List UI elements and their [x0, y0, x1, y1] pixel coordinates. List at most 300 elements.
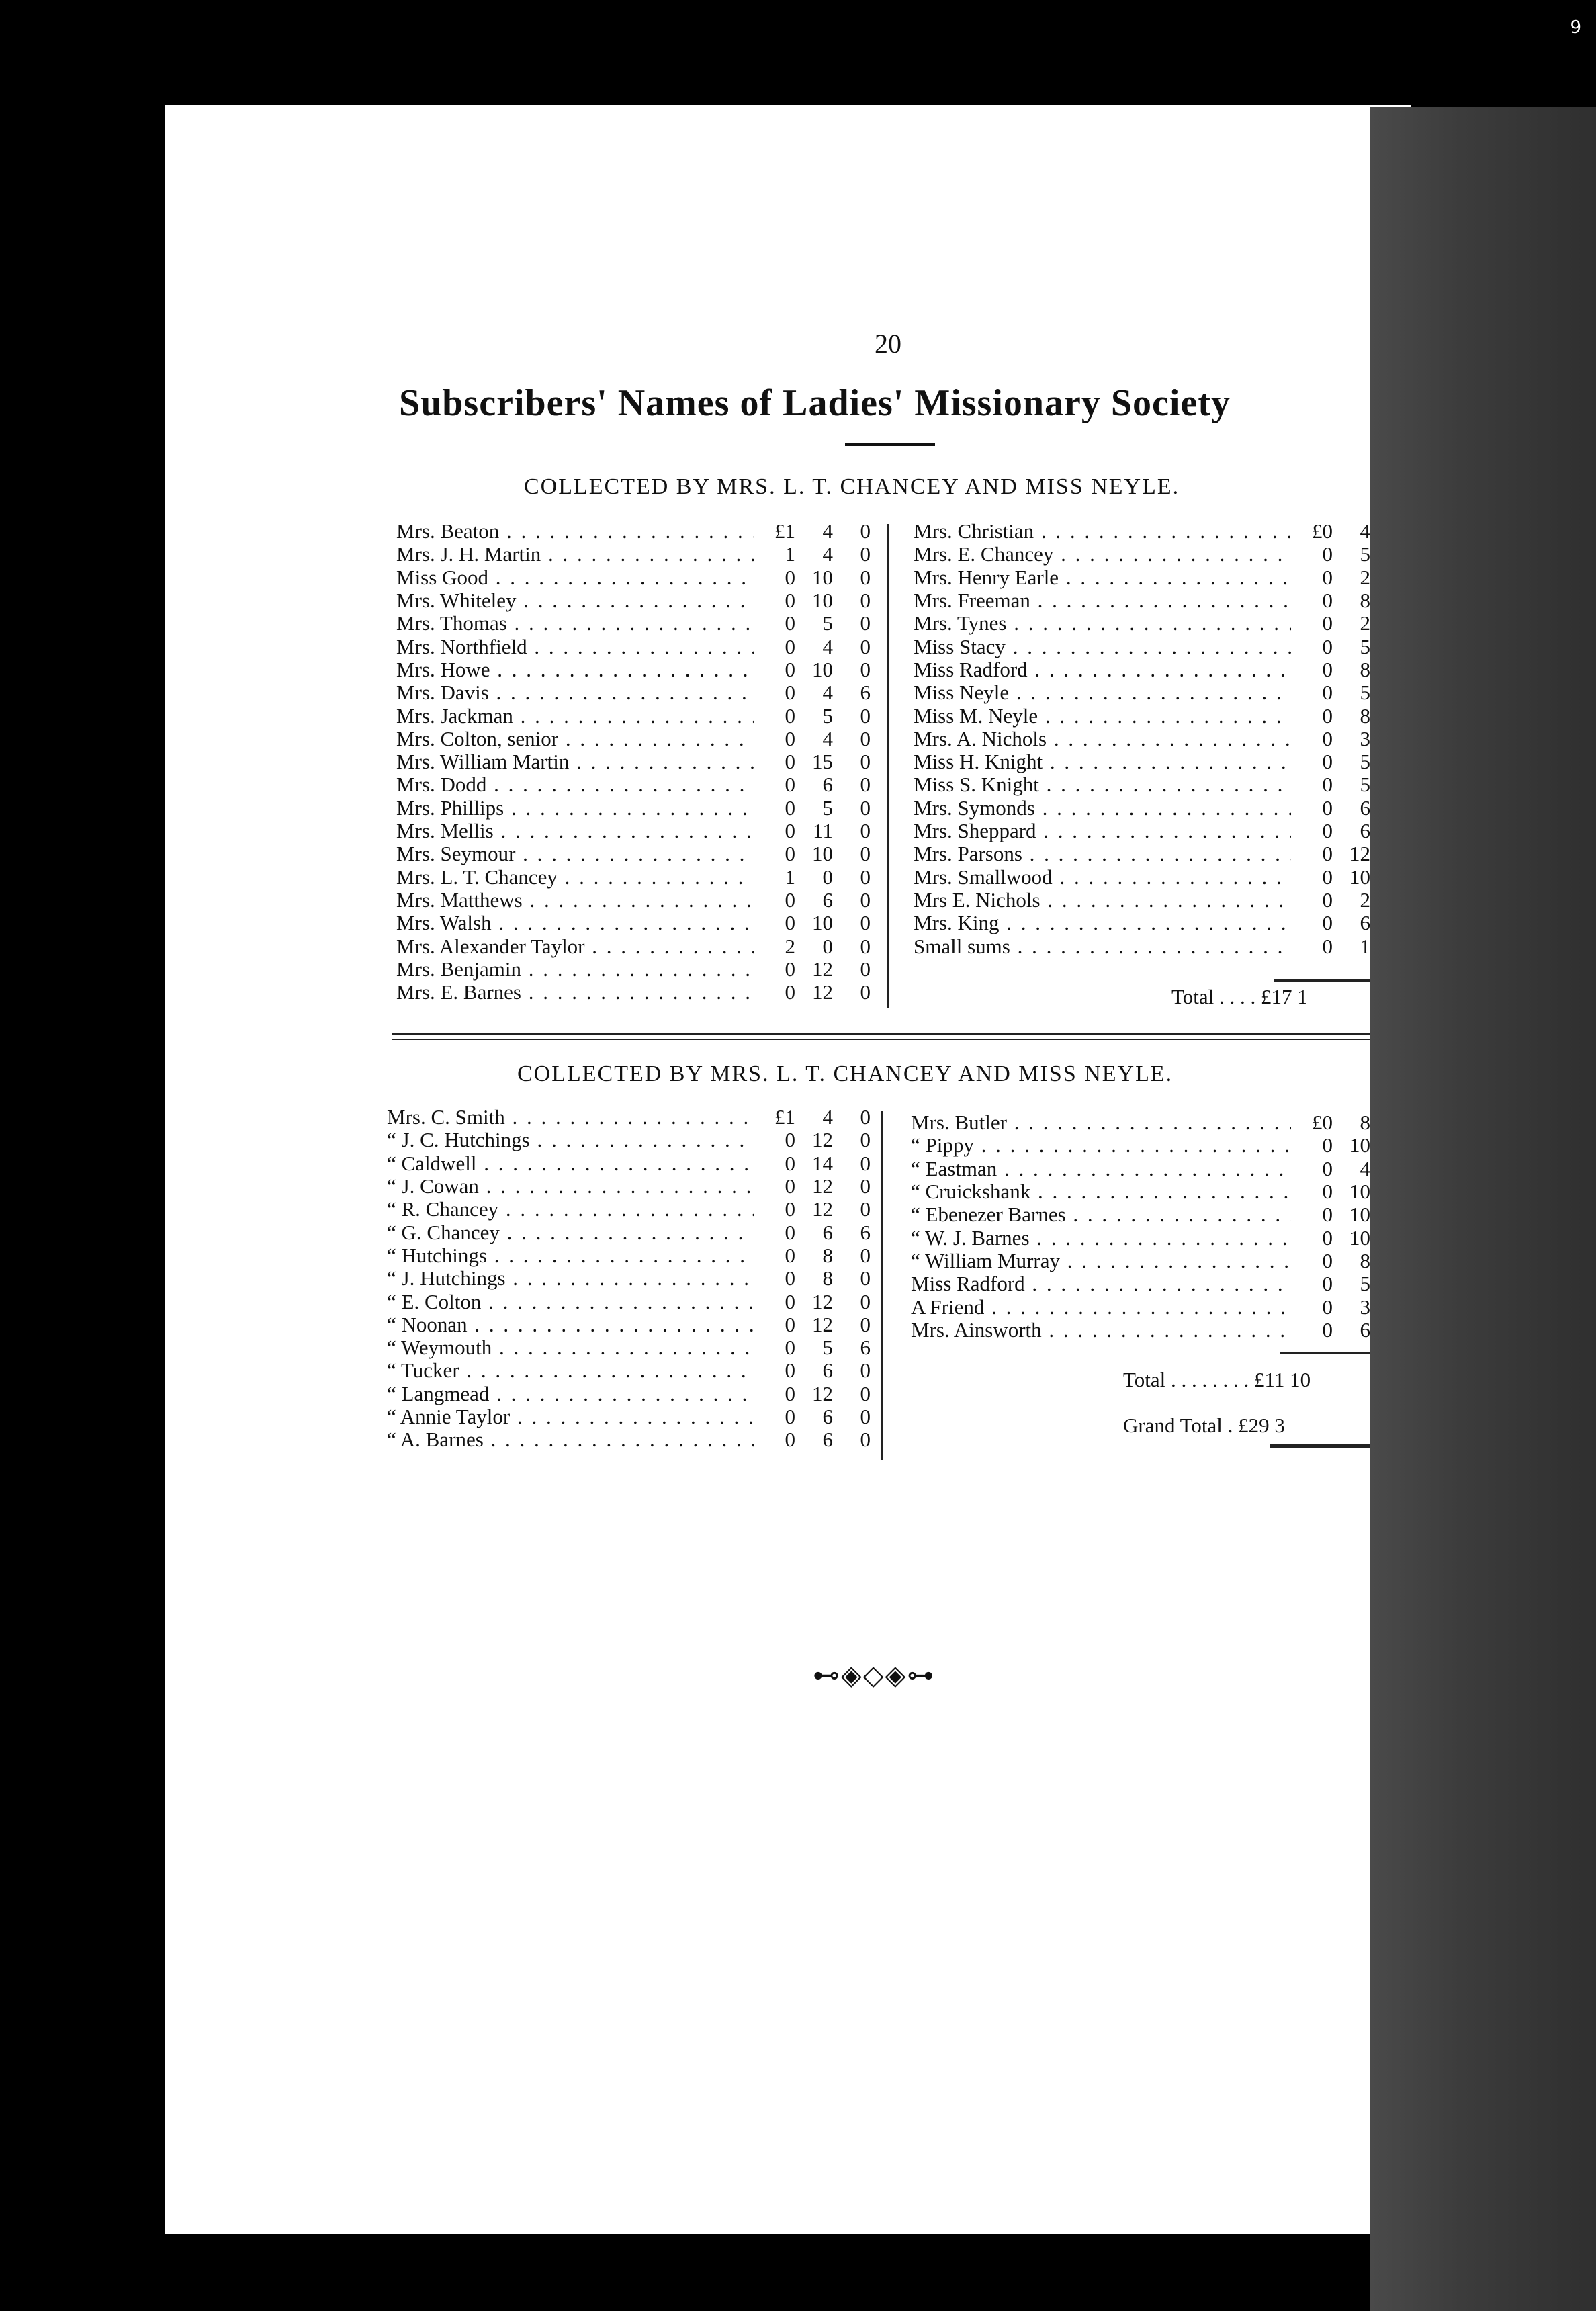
section1-left-list: [396, 520, 871, 1004]
pence-value: 0: [860, 934, 871, 958]
shillings-value: 8: [1360, 703, 1370, 728]
pounds-value: 0: [1322, 1295, 1333, 1319]
subscription-amount: [754, 888, 871, 912]
pence-value: 0: [860, 726, 871, 750]
subscriber-name: Mrs. Freeman . . .: [914, 588, 1291, 613]
pounds-value: 0: [1322, 865, 1333, 889]
subscriber-name: Mrs. Howe . . .: [396, 658, 754, 682]
subscription-amount: [1291, 1249, 1370, 1273]
subscriber-name: Mrs. Tynes . . .: [914, 611, 1291, 636]
list-item: [387, 1106, 871, 1129]
subscription-amount: [754, 519, 871, 543]
pounds-value: 0: [1322, 773, 1333, 797]
pence-value: 0: [860, 773, 871, 797]
shillings-value: 12: [812, 1128, 833, 1152]
list-item: [396, 704, 871, 727]
subscription-amount: [754, 957, 871, 982]
list-item: [396, 865, 871, 888]
shillings-value: 4: [822, 542, 833, 566]
shillings-value: 12: [812, 957, 833, 981]
pence-value: 0: [860, 1266, 871, 1291]
shillings-value: 5: [1360, 1272, 1370, 1296]
subscription-amount: [1291, 588, 1370, 613]
section2-left-list: [387, 1106, 871, 1451]
shillings-value: 5: [822, 611, 833, 636]
list-item: [396, 543, 871, 566]
subscriber-name: Mrs. Alexander Taylor . . .: [396, 934, 754, 959]
subscription-amount: [754, 1336, 871, 1360]
list-item: [396, 635, 871, 658]
total-rule: [1274, 979, 1370, 982]
list-item: [914, 543, 1370, 566]
list-item: [396, 681, 871, 704]
list-item: [911, 1226, 1370, 1249]
pence-value: 0: [860, 1289, 871, 1313]
subscription-amount: [1291, 1110, 1370, 1135]
pounds-value: 0: [785, 1336, 795, 1360]
subscriber-name: Mrs. Colton, senior . . .: [396, 727, 754, 751]
subscriber-name: Mrs. Ainsworth . . .: [911, 1318, 1291, 1342]
subscription-amount: [1291, 911, 1370, 935]
subscriber-name: Mrs. King . . .: [914, 911, 1291, 935]
pence-value: 0: [860, 1428, 871, 1452]
subscription-amount: [1291, 842, 1370, 866]
list-item: [911, 1134, 1370, 1157]
list-item: [387, 1428, 871, 1451]
list-item: [914, 566, 1370, 589]
pence-value: 0: [860, 588, 871, 613]
shillings-value: 6: [1360, 1317, 1370, 1342]
corner-mark: 9: [1570, 17, 1581, 38]
shillings-value: 10: [812, 588, 833, 613]
list-item: [914, 704, 1370, 727]
subscriber-name: “ William Murray . . .: [911, 1249, 1291, 1273]
subscriber-name: Miss S. Knight . . .: [914, 773, 1291, 797]
subscriber-name: Mrs. Butler . . .: [911, 1110, 1291, 1135]
subscriber-name: Mrs. Phillips . . .: [396, 796, 754, 820]
pounds-value: £1: [774, 519, 795, 543]
subscription-amount: [1291, 1226, 1370, 1250]
subscription-amount: [1291, 635, 1370, 659]
subscription-amount: [1291, 773, 1370, 797]
shillings-value: 6: [822, 773, 833, 797]
subscription-amount: [1291, 681, 1370, 705]
subscription-amount: [754, 773, 871, 797]
pounds-value: 0: [785, 1197, 795, 1221]
subscriber-name: Mrs. William Martin . . .: [396, 750, 754, 774]
shillings-value: 15: [812, 750, 833, 774]
pounds-value: 0: [785, 842, 795, 866]
list-item: [387, 1175, 871, 1198]
shillings-value: 10: [1349, 1225, 1370, 1250]
subscriber-name: Mrs. C. Smith . . .: [387, 1105, 754, 1129]
subscriber-name: Mrs. E. Chancey . . .: [914, 542, 1291, 566]
shillings-value: 0: [822, 865, 833, 889]
list-item: [396, 612, 871, 635]
pounds-value: 0: [785, 1151, 795, 1175]
pence-value: 0: [860, 657, 871, 681]
shillings-value: 12: [812, 1174, 833, 1198]
page-number: 20: [875, 329, 901, 359]
pounds-value: 0: [785, 634, 795, 658]
pounds-value: 0: [1322, 542, 1333, 566]
pence-value: 6: [860, 1220, 871, 1244]
pence-value: 0: [860, 519, 871, 543]
pounds-value: 0: [785, 1266, 795, 1291]
subscriber-name: Mrs. Christian . . .: [914, 519, 1291, 543]
shillings-value: 6: [1360, 819, 1370, 843]
pounds-value: 0: [785, 773, 795, 797]
subscriber-name: Mrs. Davis . . .: [396, 681, 754, 705]
shillings-value: 4: [822, 634, 833, 658]
pence-value: 0: [860, 565, 871, 589]
pence-value: 0: [860, 1128, 871, 1152]
list-item: [396, 658, 871, 681]
pounds-value: 0: [1322, 1272, 1333, 1296]
pounds-value: 0: [1322, 1203, 1333, 1227]
list-item: [387, 1152, 871, 1175]
list-item: [387, 1313, 871, 1336]
shillings-value: 5: [822, 1336, 833, 1360]
subscription-amount: [754, 704, 871, 728]
page-title: Subscribers' Names of Ladies' Missionary Society: [399, 382, 1231, 424]
section2-total-value: £11 10: [1254, 1368, 1311, 1391]
list-item: [914, 728, 1370, 750]
pounds-value: 0: [1322, 1180, 1333, 1204]
list-item: [387, 1290, 871, 1313]
subscriber-name: Mrs. Sheppard . . .: [914, 819, 1291, 843]
list-item: [396, 934, 871, 957]
subscription-amount: [754, 934, 871, 959]
pounds-value: 0: [785, 1128, 795, 1152]
subscriber-name: “ W. J. Barnes . . .: [911, 1226, 1291, 1250]
subscriber-name: “ G. Chancey . . .: [387, 1221, 754, 1245]
subscription-amount: [1291, 934, 1370, 959]
pounds-value: 0: [1322, 588, 1333, 613]
shillings-value: 10: [812, 842, 833, 866]
subscription-amount: [754, 1174, 871, 1198]
shillings-value: 14: [812, 1151, 833, 1175]
pence-value: 0: [860, 1197, 871, 1221]
shillings-value: 4: [1360, 519, 1370, 543]
list-item: [396, 889, 871, 912]
shillings-value: 8: [1360, 588, 1370, 613]
subscription-amount: [754, 1382, 871, 1406]
shillings-value: 10: [1349, 865, 1370, 889]
shillings-value: 5: [1360, 773, 1370, 797]
shillings-value: 4: [822, 519, 833, 543]
shillings-value: 12: [812, 1312, 833, 1336]
list-item: [914, 589, 1370, 612]
subscriber-name: Mrs. Northfield . . .: [396, 635, 754, 659]
pence-value: 0: [860, 980, 871, 1004]
shillings-value: 6: [1360, 911, 1370, 935]
subscription-amount: [1291, 796, 1370, 820]
shillings-value: 8: [1360, 1110, 1370, 1135]
column-divider: [887, 524, 889, 1008]
pence-value: 0: [860, 611, 871, 636]
list-item: [387, 1405, 871, 1428]
subscriber-name: “ Annie Taylor . . .: [387, 1405, 754, 1429]
pounds-value: 0: [785, 1220, 795, 1244]
shillings-value: 0: [822, 934, 833, 958]
pounds-value: 0: [1322, 934, 1333, 958]
list-item: [396, 912, 871, 934]
pounds-value: 0: [785, 1405, 795, 1429]
list-item: [396, 728, 871, 750]
shillings-value: 2: [1360, 565, 1370, 589]
subscription-amount: [754, 1266, 871, 1291]
subscription-amount: [1291, 1133, 1370, 1158]
pounds-value: 0: [1322, 681, 1333, 705]
pounds-value: 0: [1322, 819, 1333, 843]
pounds-value: 0: [1322, 611, 1333, 636]
pence-value: 0: [860, 911, 871, 935]
list-item: [396, 520, 871, 543]
subscription-amount: [1291, 1203, 1370, 1227]
pounds-value: 0: [785, 1243, 795, 1267]
shillings-value: 6: [822, 887, 833, 912]
pounds-value: 0: [785, 795, 795, 820]
subscription-amount: [754, 1358, 871, 1383]
pounds-value: 0: [1322, 1133, 1333, 1158]
list-item: [914, 520, 1370, 543]
subscriber-name: Mrs. Walsh . . .: [396, 911, 754, 935]
subscriber-name: Mrs. Jackman . . .: [396, 704, 754, 728]
pounds-value: 0: [785, 1174, 795, 1198]
subscriber-name: “ Pippy . . .: [911, 1133, 1291, 1158]
list-item: [396, 958, 871, 981]
list-item: [387, 1221, 871, 1244]
subscription-amount: [754, 1290, 871, 1314]
pounds-value: 0: [785, 681, 795, 705]
subscriber-name: Mrs. Mellis . . .: [396, 819, 754, 843]
list-item: [911, 1295, 1370, 1318]
shillings-value: 6: [822, 1405, 833, 1429]
pounds-value: 0: [785, 611, 795, 636]
subscription-amount: [1291, 865, 1370, 889]
list-item: [914, 889, 1370, 912]
subscriber-name: Mrs. Henry Earle . . .: [914, 566, 1291, 590]
list-item: [396, 589, 871, 612]
shillings-value: 5: [822, 795, 833, 820]
total-rule-2: [1280, 1352, 1370, 1354]
subscriber-name: Miss M. Neyle . . .: [914, 704, 1291, 728]
subscriber-name: “ Eastman . . .: [911, 1157, 1291, 1181]
list-item: [914, 773, 1370, 796]
shillings-value: 1: [1360, 934, 1370, 958]
subscriber-name: Mrs. E. Barnes . . .: [396, 980, 754, 1004]
pounds-value: 0: [785, 887, 795, 912]
subscription-amount: [754, 1128, 871, 1152]
pounds-value: £1: [774, 1105, 795, 1129]
shillings-value: 8: [1360, 657, 1370, 681]
pounds-value: 0: [1322, 795, 1333, 820]
subscriber-name: Mrs. Whiteley . . .: [396, 588, 754, 613]
subscription-amount: [754, 542, 871, 566]
subscriber-name: Mrs. Matthews . . .: [396, 888, 754, 912]
pounds-value: 0: [785, 980, 795, 1004]
shillings-value: 10: [1349, 1203, 1370, 1227]
list-item: [914, 635, 1370, 658]
pounds-value: 0: [785, 588, 795, 613]
list-item: [387, 1267, 871, 1290]
list-item: [396, 566, 871, 589]
grand-total-label: Grand Total: [1123, 1413, 1223, 1437]
pence-value: 0: [860, 1358, 871, 1383]
list-item: [911, 1319, 1370, 1342]
subscriber-name: Mrs. Smallwood . . .: [914, 865, 1291, 889]
title-rule: [845, 443, 935, 446]
pounds-value: 0: [1322, 887, 1333, 912]
list-item: [387, 1336, 871, 1359]
shillings-value: 5: [1360, 750, 1370, 774]
list-item: [914, 681, 1370, 704]
grand-total-double-rule: [1270, 1444, 1370, 1448]
subscriber-name: Miss Radford . . .: [911, 1272, 1291, 1296]
subscription-amount: [754, 1313, 871, 1337]
list-item: [911, 1272, 1370, 1295]
list-item: [387, 1129, 871, 1151]
subscriber-name: “ Weymouth . . .: [387, 1336, 754, 1360]
list-item: [396, 797, 871, 820]
list-item: [914, 842, 1370, 865]
section1-total: Total . . . . £17 1: [1171, 985, 1308, 1008]
subscription-amount: [1291, 819, 1370, 843]
shillings-value: 12: [812, 1381, 833, 1405]
subscription-amount: [1291, 750, 1370, 774]
pence-value: 0: [860, 1105, 871, 1129]
pounds-value: 0: [785, 565, 795, 589]
subscription-amount: [754, 635, 871, 659]
subscriber-name: Mrs. Seymour . . .: [396, 842, 754, 866]
shillings-value: 4: [822, 681, 833, 705]
pounds-value: 0: [1322, 703, 1333, 728]
subscription-amount: [1291, 888, 1370, 912]
subscription-amount: [754, 750, 871, 774]
list-item: [914, 612, 1370, 635]
section2-total: Total . . . . . . . . £11 10: [1123, 1368, 1311, 1391]
pounds-value: 0: [785, 657, 795, 681]
subscriber-name: “ A. Barnes . . .: [387, 1428, 754, 1452]
shillings-value: 8: [1360, 1248, 1370, 1272]
section-separator: [392, 1033, 1370, 1035]
subscriber-name: Mrs. Symonds . . .: [914, 796, 1291, 820]
list-item: [396, 842, 871, 865]
subscriber-name: Mrs. L. T. Chancey . . .: [396, 865, 754, 889]
shillings-value: 10: [812, 565, 833, 589]
shillings-value: 3: [1360, 726, 1370, 750]
shillings-value: 5: [1360, 634, 1370, 658]
pounds-value: 0: [1322, 565, 1333, 589]
pounds-value: 0: [785, 1312, 795, 1336]
pounds-value: 0: [1322, 1317, 1333, 1342]
pounds-value: 0: [1322, 911, 1333, 935]
subscription-amount: [1291, 519, 1370, 543]
pence-value: 0: [860, 819, 871, 843]
subscriber-name: “ Caldwell . . .: [387, 1151, 754, 1176]
pounds-value: 0: [785, 957, 795, 981]
pence-value: 0: [860, 1151, 871, 1175]
section1-heading: COLLECTED BY MRS. L. T. CHANCEY AND MISS NEYLE.: [524, 474, 1180, 499]
pounds-value: 0: [785, 1428, 795, 1452]
list-item: [396, 981, 871, 1004]
pounds-value: 0: [785, 819, 795, 843]
list-item: [914, 797, 1370, 820]
subscriber-name: Miss H. Knight . . .: [914, 750, 1291, 774]
subscription-amount: [1291, 1157, 1370, 1181]
list-item: [387, 1198, 871, 1221]
subscriber-name: Miss Stacy . . .: [914, 635, 1291, 659]
pounds-value: 1: [785, 865, 795, 889]
list-item: [914, 934, 1370, 957]
subscription-amount: [754, 1197, 871, 1221]
grand-total: Grand Total . £29 3: [1123, 1413, 1285, 1437]
subscription-amount: [1291, 566, 1370, 590]
subscription-amount: [754, 819, 871, 843]
subscription-amount: [1291, 658, 1370, 682]
column-divider-2: [881, 1111, 883, 1460]
subscriber-name: Mrs. J. H. Martin . . .: [396, 542, 754, 566]
shillings-value: 5: [1360, 542, 1370, 566]
subscription-amount: [754, 658, 871, 682]
subscriber-name: A Friend . . .: [911, 1295, 1291, 1319]
shillings-value: 10: [1349, 1180, 1370, 1204]
subscription-amount: [1291, 611, 1370, 636]
subscription-amount: [1291, 542, 1370, 566]
list-item: [914, 658, 1370, 681]
list-item: [911, 1203, 1370, 1226]
subscriber-name: Mrs. Beaton . . .: [396, 519, 754, 543]
pounds-value: 0: [785, 703, 795, 728]
facing-page-shadow: [1370, 107, 1596, 2311]
subscriber-name: Miss Radford . . .: [914, 658, 1291, 682]
pounds-value: 0: [785, 1289, 795, 1313]
pounds-value: 0: [1322, 657, 1333, 681]
pence-value: 0: [860, 1405, 871, 1429]
pounds-value: 0: [785, 726, 795, 750]
subscriber-name: Mrs. A. Nichols . . .: [914, 727, 1291, 751]
pounds-value: 0: [1322, 726, 1333, 750]
pounds-value: 0: [1322, 842, 1333, 866]
shillings-value: 4: [1360, 1156, 1370, 1180]
pounds-value: 0: [1322, 750, 1333, 774]
pence-value: 0: [860, 957, 871, 981]
subscription-amount: [1291, 704, 1370, 728]
list-item: [396, 820, 871, 842]
list-item: [387, 1359, 871, 1382]
subscriber-name: Miss Good . . .: [396, 566, 754, 590]
pounds-value: 2: [785, 934, 795, 958]
subscription-amount: [754, 1405, 871, 1429]
list-item: [911, 1158, 1370, 1180]
subscription-amount: [754, 1244, 871, 1268]
shillings-value: 2: [1360, 611, 1370, 636]
subscription-amount: [754, 727, 871, 751]
subscriber-name: Mrs. Benjamin . . .: [396, 957, 754, 982]
pounds-value: 0: [785, 911, 795, 935]
shillings-value: 5: [822, 703, 833, 728]
subscriber-name: Mrs. Dodd . . .: [396, 773, 754, 797]
pounds-value: £0: [1312, 519, 1333, 543]
subscription-amount: [754, 1105, 871, 1129]
subscription-amount: [754, 980, 871, 1004]
section1-total-label: Total: [1171, 985, 1214, 1008]
subscription-amount: [754, 681, 871, 705]
list-item: [387, 1244, 871, 1267]
subscription-amount: [754, 1428, 871, 1452]
section2-total-label: Total: [1123, 1368, 1166, 1391]
